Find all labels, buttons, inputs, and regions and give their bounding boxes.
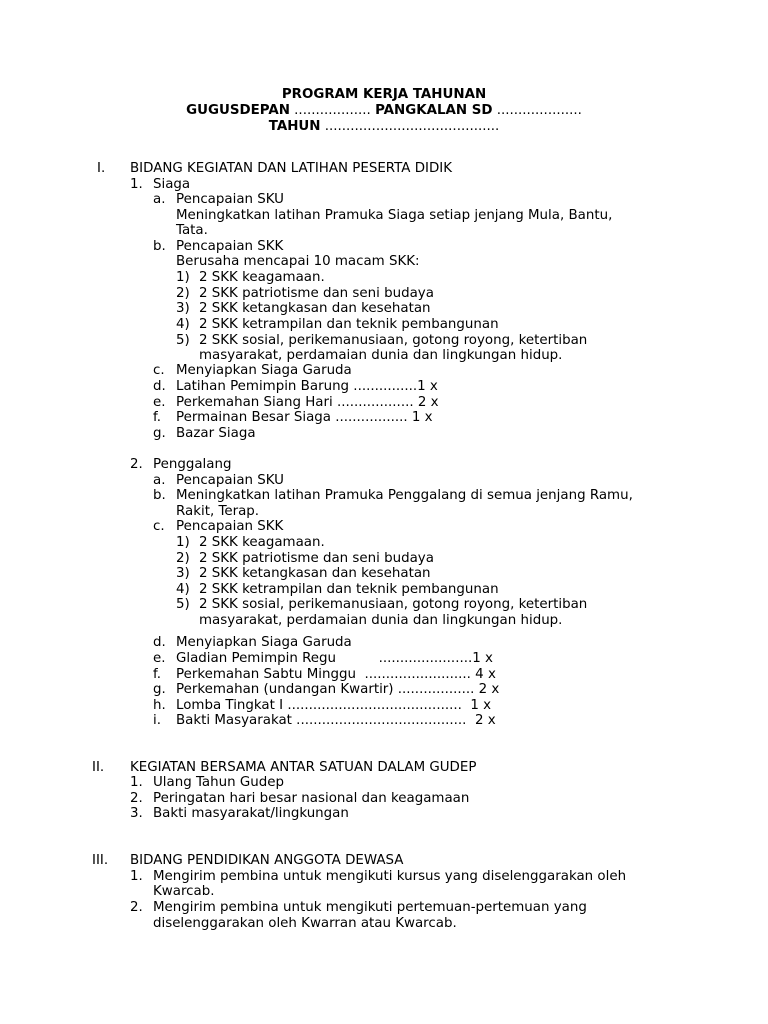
section-1-number: I. (97, 161, 106, 176)
siaga-skk-3: 2 SKK ketangkasan dan kesehatan (199, 301, 431, 316)
section-2-item-3-num: 3. (130, 806, 143, 821)
penggalang-h-label: Lomba Tingkat I ......................................... 1 x (176, 698, 492, 713)
section-3-title: BIDANG PENDIDIKAN ANGGOTA DEWASA (130, 853, 404, 868)
siaga-e-label: Perkemahan Siang Hari .................. 2 x (176, 395, 439, 410)
penggalang-h-marker: h. (153, 698, 166, 713)
siaga-skk-5-num: 5) (176, 333, 190, 348)
siaga-skk-5-line-2: masyarakat, perdamaian dunia dan lingkungan hidup. (199, 348, 563, 363)
pangkalan-dots: .................... (492, 103, 582, 118)
siaga-f-marker: f. (153, 410, 161, 425)
siaga-skk-2-num: 2) (176, 286, 190, 301)
penggalang-skk-2: 2 SKK patriotisme dan seni budaya (199, 551, 434, 566)
penggalang-f-marker: f. (153, 667, 161, 682)
siaga-b-marker: b. (153, 239, 166, 254)
section-3-item-1-num: 1. (130, 869, 143, 884)
penggalang-label: Penggalang (153, 457, 232, 472)
penggalang-e-label: Gladian Pemimpin Regu ......................1 x (176, 651, 493, 666)
penggalang-a-label: Pencapaian SKU (176, 473, 284, 488)
siaga-skk-1: 2 SKK keagamaan. (199, 270, 325, 285)
siaga-skk-4: 2 SKK ketrampilan dan teknik pembangunan (199, 317, 499, 332)
gugusdepan-dots: .................. (289, 103, 376, 118)
penggalang-skk-5-line-1: 2 SKK sosial, perikemanusiaan, gotong royong, ketertiban (199, 597, 588, 612)
section-1-title: BIDANG KEGIATAN DAN LATIHAN PESERTA DIDIK (130, 161, 452, 176)
siaga-g-marker: g. (153, 426, 166, 441)
section-2-item-2-num: 2. (130, 791, 143, 806)
penggalang-skk-4: 2 SKK ketrampilan dan teknik pembangunan (199, 582, 499, 597)
penggalang-i-label: Bakti Masyarakat ........................................ 2 x (176, 713, 496, 728)
penggalang-c-marker: c. (153, 519, 165, 534)
penggalang-skk-1-num: 1) (176, 535, 190, 550)
section-2-item-1: Ulang Tahun Gudep (153, 775, 284, 790)
penggalang-skk-4-num: 4) (176, 582, 190, 597)
section-2-item-2: Peringatan hari besar nasional dan keagamaan (153, 791, 470, 806)
penggalang-skk-5-num: 5) (176, 597, 190, 612)
siaga-label: Siaga (153, 177, 191, 192)
document-title: PROGRAM KERJA TAHUNAN (281, 87, 487, 102)
siaga-skk-4-num: 4) (176, 317, 190, 332)
section-3-item-2-line-2: diselenggarakan oleh Kwarran atau Kwarcab. (153, 916, 457, 931)
siaga-skk-5-line-1: 2 SKK sosial, perikemanusiaan, gotong royong, ketertiban (199, 333, 588, 348)
section-2-number: II. (92, 760, 105, 775)
siaga-number: 1. (130, 177, 143, 192)
siaga-d-label: Latihan Pemimpin Barung ...............1 x (176, 379, 438, 394)
penggalang-c-label: Pencapaian SKK (176, 519, 284, 534)
siaga-skk-2: 2 SKK patriotisme dan seni budaya (199, 286, 434, 301)
penggalang-g-marker: g. (153, 682, 166, 697)
section-3-number: III. (92, 853, 109, 868)
section-2-title: KEGIATAN BERSAMA ANTAR SATUAN DALAM GUDEP (130, 760, 477, 775)
section-2-item-1-num: 1. (130, 775, 143, 790)
siaga-e-marker: e. (153, 395, 166, 410)
penggalang-skk-5-line-2: masyarakat, perdamaian dunia dan lingkungan hidup. (199, 613, 563, 628)
siaga-g-label: Bazar Siaga (176, 426, 256, 441)
penggalang-d-label: Menyiapkan Siaga Garuda (176, 635, 352, 650)
siaga-a-desc-1: Meningkatkan latihan Pramuka Siaga setiap jenjang Mula, Bantu, (176, 208, 613, 223)
section-3-item-2-line-1: Mengirim pembina untuk mengikuti pertemuan-pertemuan yang (153, 900, 587, 915)
siaga-c-marker: c. (153, 363, 165, 378)
penggalang-number: 2. (130, 457, 143, 472)
penggalang-b-line-1: Meningkatkan latihan Pramuka Penggalang di semua jenjang Ramu, (176, 488, 633, 503)
siaga-f-label: Permainan Besar Siaga ................. 1 x (176, 410, 433, 425)
section-2-item-3: Bakti masyarakat/lingkungan (153, 806, 349, 821)
siaga-b-desc: Berusaha mencapai 10 macam SKK: (176, 254, 420, 269)
section-3-item-1-line-1: Mengirim pembina untuk mengikuti kursus yang diselenggarakan oleh (153, 869, 627, 884)
penggalang-a-marker: a. (153, 473, 166, 488)
penggalang-g-label: Perkemahan (undangan Kwartir) .................. 2 x (176, 682, 500, 697)
tahun-line (0, 119, 768, 135)
tahun-dots: ......................................... (320, 119, 500, 134)
siaga-skk-3-num: 3) (176, 301, 190, 316)
penggalang-skk-3: 2 SKK ketangkasan dan kesehatan (199, 566, 431, 581)
section-3-item-2-num: 2. (130, 900, 143, 915)
siaga-b-label: Pencapaian SKK (176, 239, 284, 254)
penggalang-e-marker: e. (153, 651, 166, 666)
penggalang-b-line-2: Rakit, Terap. (176, 504, 260, 519)
gugusdepan-label: GUGUSDEPAN (186, 103, 290, 118)
pangkalan-label: PANGKALAN SD (375, 103, 493, 118)
penggalang-skk-3-num: 3) (176, 566, 190, 581)
penggalang-i-marker: i. (153, 713, 161, 728)
penggalang-skk-1: 2 SKK keagamaan. (199, 535, 325, 550)
siaga-skk-1-num: 1) (176, 270, 190, 285)
siaga-a-marker: a. (153, 192, 166, 207)
tahun-label: TAHUN (268, 119, 321, 134)
siaga-a-label: Pencapaian SKU (176, 192, 284, 207)
siaga-a-desc-2: Tata. (176, 223, 208, 238)
siaga-d-marker: d. (153, 379, 166, 394)
section-3-item-1-line-2: Kwarcab. (153, 884, 215, 899)
penggalang-b-marker: b. (153, 488, 166, 503)
penggalang-d-marker: d. (153, 635, 166, 650)
penggalang-skk-2-num: 2) (176, 551, 190, 566)
siaga-c-label: Menyiapkan Siaga Garuda (176, 363, 352, 378)
penggalang-f-label: Perkemahan Sabtu Minggu ......................... 4 x (176, 667, 496, 682)
gugusdepan-line (0, 103, 768, 119)
